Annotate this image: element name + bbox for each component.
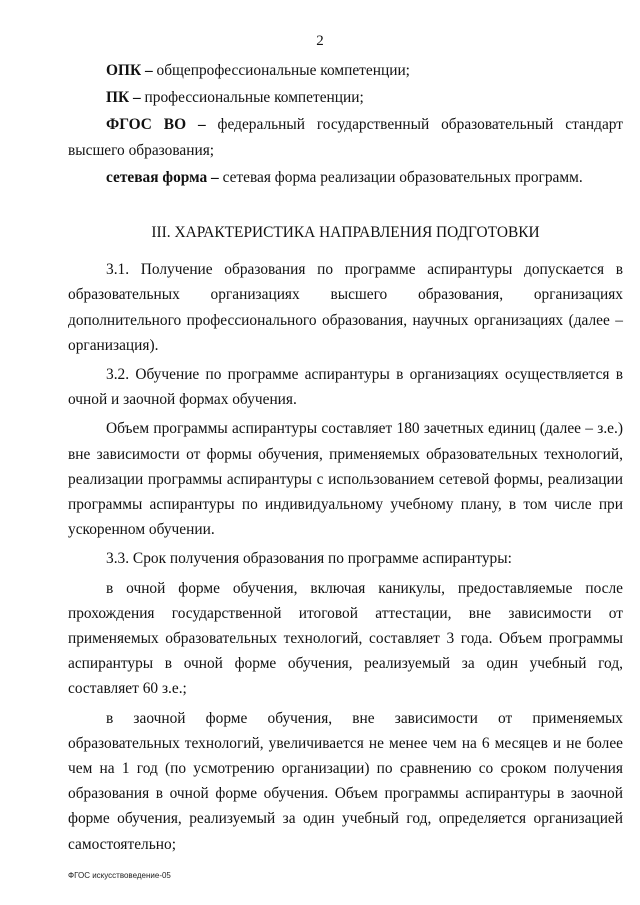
- definition-term: ФГОС ВО: [106, 116, 187, 134]
- definition-text: сетевая форма реализации образовательных программ.: [222, 168, 583, 186]
- paragraph-3-3: 3.3. Срок получения образования по программе аспирантуры:: [106, 550, 512, 568]
- definition-fgos: [68, 112, 623, 162]
- paragraph-part-time: в заочной форме обучения, вне зависимости от применяемых образовательных технологий, увеличивается не менее чем на 6 месяцев и не более чем на 1 год (по усмотрению организации) по сравнению со сроком получения образования в очной форме обучения. Объем программы аспирантуры в заочной форме обучения, реализуемый за один учебный год, определяется организацией самостоятельно;: [68, 709, 623, 853]
- definition-dash: –: [141, 62, 157, 79]
- definition-text: федеральный государственный образовательный стандарт высшего образования;: [68, 116, 624, 159]
- paragraph-full-time: в очной форме обучения, включая каникулы, предоставляемые после прохождения государственной итоговой аттестации, вне зависимости от применяемых образовательных технологий, составляет 3 года. Объем программы аспирантуры в очной форме обучения, реализуемый за один учебный год, составляет 60 з.е.;: [68, 579, 623, 698]
- definition-term: ПК: [106, 89, 130, 107]
- definition-opk: [68, 58, 623, 83]
- footer-label: ФГОС искусствоведение-05: [68, 871, 171, 880]
- definition-network-form: [68, 165, 623, 190]
- paragraph-volume: Объем программы аспирантуры составляет 180 зачетных единиц (далее – з.е.) вне зависимости от формы обучения, применяемых образовательных технологий, реализации программы аспирантуры с использованием сетевой формы, реализации программы аспирантуры по индивидуальному учебному плану, в том числе при ускоренном обучении.: [68, 420, 623, 539]
- definition-dash: –: [186, 116, 218, 134]
- paragraph-3-2: 3.2. Обучение по программе аспирантуры в организациях осуществляется в очной и заочной формах обучения.: [68, 366, 623, 409]
- definition-term: сетевая форма: [106, 168, 208, 186]
- definition-term: ОПК: [106, 62, 142, 79]
- definition-dash: –: [207, 168, 223, 186]
- definition-pk: [68, 85, 623, 110]
- definition-text: профессиональные компетенции;: [144, 89, 364, 107]
- document-body: [68, 58, 623, 857]
- paragraph-3-1: 3.1. Получение образования по программе аспирантуры допускается в образовательных организациях высшего образования, организациях дополнительного профессионального образования, научных организациях (далее – организация).: [68, 261, 623, 354]
- definition-dash: –: [129, 89, 145, 107]
- page-number: 2: [316, 33, 324, 49]
- definition-text: общепрофессиональные компетенции;: [156, 62, 410, 79]
- section-heading: III. ХАРАКТЕРИСТИКА НАПРАВЛЕНИЯ ПОДГОТОВКИ: [151, 224, 540, 242]
